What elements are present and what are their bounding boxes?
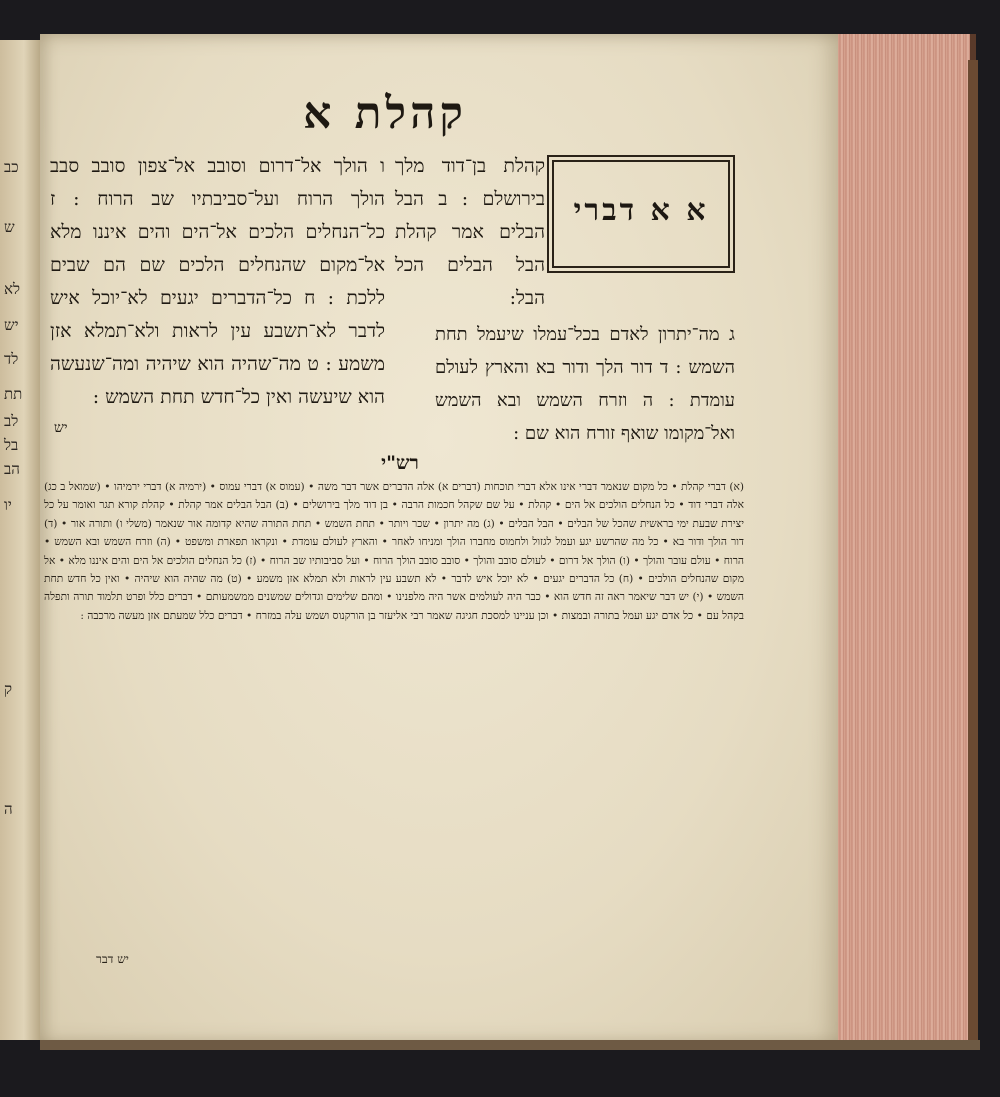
prev-edge-char: הב	[4, 460, 20, 478]
prev-edge-char: לב	[4, 412, 19, 430]
prev-edge-char: ה	[4, 800, 13, 818]
running-head: קהלת א	[303, 88, 467, 139]
prev-edge-char: יש	[4, 316, 19, 334]
prev-edge-char: לד	[4, 350, 19, 368]
book-cover-board	[968, 60, 978, 1040]
prev-edge-char: יו	[4, 496, 12, 514]
catchword: יש	[54, 420, 68, 436]
box-title: א א דברי	[573, 193, 709, 228]
prev-edge-char: ש	[4, 218, 15, 236]
book-fore-edge	[838, 34, 976, 1044]
book-bottom-edge	[40, 1040, 980, 1050]
prev-edge-char: ק	[4, 680, 13, 698]
prev-edge-char: תת	[4, 385, 23, 403]
commentary-heading: רש"י	[381, 452, 419, 474]
verse-left-column: ו הולך אל־דרום וסובב אל־צפון סובב סבב הולך הרוח ועל־סביבתיו שב הרוח : ז כל־הנחלים הלכים אל־הים והים איננו מלא אל־מקום שהנחלים הלכים שם הם שבים ללכת : ח כל־הדברים יגעים לא־יוכל איש לדבר לא־תשבע עין לראות ולא־תמלא אזן משמע : ט מה־שהיה הוא שיהיה ומה־שנעשה הוא שיעשה ואין כל־חדש תחת השמש :	[50, 155, 385, 408]
prev-edge-char: לא	[4, 280, 21, 298]
ornamental-title-box	[547, 155, 735, 273]
verse-wide-block: ג מה־יתרון לאדם בכל־עמלו שיעמל תחת השמש : ד דור הלך ודור בא והארץ לעולם עומדת : ה וזרח השמש ובא השמש ואל־מקומו שואף זורח הוא שם :	[435, 324, 735, 444]
prev-edge-char: בל	[4, 436, 19, 454]
previous-page-edge	[0, 40, 42, 1040]
commentary-text: (א) דברי קהלת • כל מקום שנאמר דברי אינו אלא דברי תוכחות (דברים א) אלה הדברים אשר דבר משה • (עמוס א) דברי עמוס • (ירמיה א) דברי ירמיהו • (שמואל ב כג) אלה דברי דוד • כל הנחלים הולכים אל הים • קהלת • על שם שקהל חכמות הרבה • בן דוד מלך בירושלים • (ב) הבל הבלים אמר קהלת • קהלת קורא תגר ואומר על כל יצירת שבעת ימי בראשית שהכל של הבלים • הבל הבלים • (ג) מה יתרון • שכר ויותר • תחת השמש • תחת התורה שהיא קדומה אור שנאמר (משלי ו) ותורה אור • (ד) דור הולך ודור בא • כל מה שהרשע יגע ועמל לגזול ולחמוס מחברו הולך ומניחו לאחר • והארץ לעולם עומדת • ונקראו תפארת ומשפט • (ה) וזרח השמש ובא השמש • הרוח • עולם עובר והולך • (ו) הולך אל דרום • לעולם סובב והולך • סובב סובב הולך הרוח • ועל סביבותיו שב הרוח • (ז) כל הנחלים הולכים אל הים והים איננו מלא • אל מקום שהנחלים הולכים • (ח) כל הדברים יגעים • לא יוכל איש לדבר • לא תשבע עין לראות ולא תמלא אזן משמע • (ט) מה שהיה הוא שיהיה • ואין כל חדש תחת השמש • (י) יש דבר שיאמר ראה זה חדש הוא • כבר היה לעולמים אשר היה מלפנינו • ומהם שלימים וגדולים שמשנים ממשמעותם • דברים כלל ופרט תלמוד תורה ותפלה בקהל עם • כל אדם יגע ועמל בתורה ובמצות • וכן עניינו למסכת חגיגה שאמר רבי אליעזר בן הורקנוס ושמש עלה במזרח • דברים כלל שמעתם אזן מעשה מרכבה :	[44, 481, 744, 622]
verse-intro-column: קהלת בן־דוד מלך בירושלם : ב הבל הבלים אמר קהלת הבל הבלים הכל הבל:	[395, 155, 545, 309]
prev-edge-char: כב	[4, 158, 19, 176]
commentary-catchword: יש דבר	[96, 952, 129, 966]
